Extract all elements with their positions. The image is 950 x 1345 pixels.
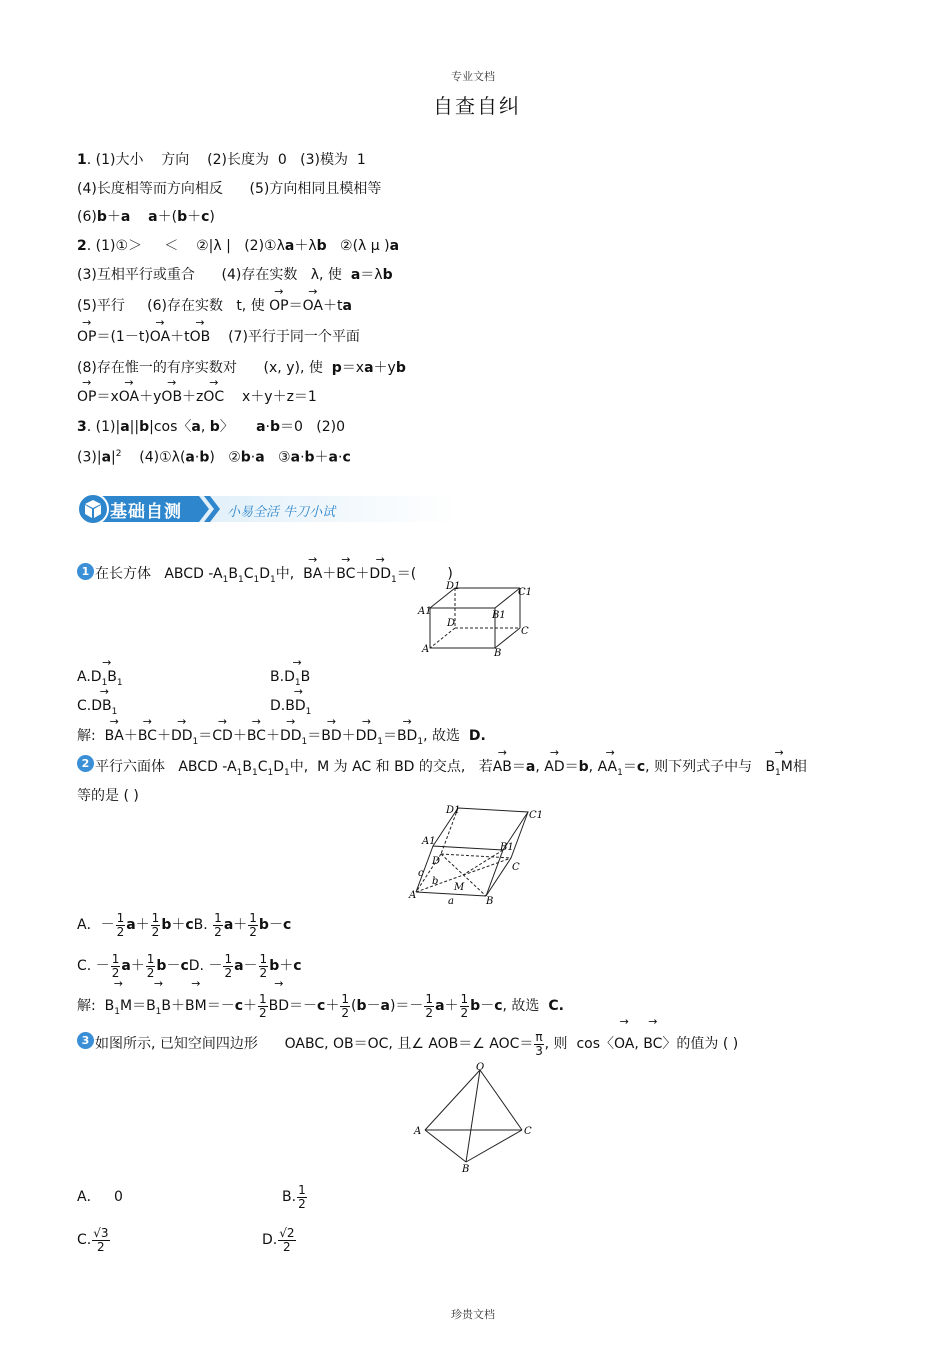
page-header: 专业文档 — [451, 70, 495, 83]
fig-label: c — [418, 868, 424, 879]
banner-slogan: 小易全活 牛刀小试 — [227, 505, 336, 520]
answer-line-4: 2. (1)①＞ ＜ ②|λ | (2)①λa＋λb ②(λ μ )a — [77, 238, 400, 254]
fig-label: O — [476, 1062, 485, 1073]
fig-label: A1 — [422, 836, 436, 847]
answer-line-10: 3. (1)|a||b|cos〈a, b〉 a·b＝0 (2)0 — [77, 419, 346, 435]
fig-label: A — [422, 644, 430, 655]
q2-stem-line2: 等的是 ( ) — [77, 788, 139, 804]
parallelepiped-figure — [408, 800, 548, 906]
cuboid-figure — [415, 580, 535, 660]
fig-label: B — [462, 1164, 470, 1175]
answer-line-1: 1. (1)大小 方向 (2)长度为 0 (3)模为 1 — [77, 152, 366, 168]
fig-label: D1 — [446, 581, 461, 592]
q2-solution: 解: → $B_1M=\to B_1B+\to BM=-c+$ $\frac{1}{2}$ → BD＝－c＋ $\frac{1}{2}$ (b－a)＝－ $\frac{1}{2}$ a＋ $\frac{1}{2}$ b－c, 故选 C. — [77, 989, 564, 1029]
page-title: 自查自纠 — [433, 94, 521, 118]
fig-label: D — [432, 856, 441, 867]
fig-label: B — [486, 896, 494, 906]
fig-label: C — [512, 862, 520, 873]
q1-stem: 在长方体 ABCD $-A_1B_1C_1D_1$中, → $BA+\to BC+\to DD_1=$( ) — [95, 565, 453, 589]
q1-solution: 解: → $BA+\to BC+\to DD_1=\to CD+\to BC+\to DD_1=\to BD+\to DD_1=\to BD_1$, 故选 D. — [77, 727, 486, 751]
q1-option-c[interactable]: $C.\to DB_1$ — [77, 697, 117, 721]
fig-label: a — [448, 896, 454, 906]
fig-label: M — [454, 882, 465, 893]
q3-option-d[interactable]: D. $\frac{√2}{2}$ — [262, 1225, 295, 1254]
answer-line-8: (8)存在惟一的有序实数对 (x, y), 使 p＝xa＋yb — [77, 360, 406, 376]
question-number-badge: 2 — [77, 755, 94, 772]
q3-option-a[interactable]: A． 0 — [77, 1189, 123, 1205]
fig-label: C1 — [529, 810, 544, 821]
cube-icon — [78, 494, 108, 524]
section-banner — [77, 493, 457, 525]
fig-label: A1 — [418, 606, 432, 617]
q2-options-cd[interactable]: C. － $\frac{1}{2}$ a＋ $\frac{1}{2}$ b－cD. － $\frac{1}{2}$ a－ $\frac{1}{2}$ b＋c — [77, 951, 302, 980]
fig-label: A — [414, 1126, 422, 1137]
fig-label: C — [524, 1126, 532, 1137]
fig-label: C1 — [518, 587, 533, 598]
q2-stem-line1: 平行六面体 ABCD $-A_1B_1C_1D_1$中, M 为 AC 和 BD 的交点, 若→ AB＝a, → AD＝b, → $AA_1=c$, 则下列式子中与 → $B_1M$相 — [95, 758, 807, 782]
fig-label: B1 — [500, 842, 514, 853]
q1-option-d[interactable]: $D.\to BD_1$ — [270, 697, 311, 721]
answer-line-5: (3)互相平行或重合 (4)存在实数 λ, 使 a＝λb — [77, 267, 393, 283]
q1-option-b[interactable]: $B.\to D_1B$ — [270, 668, 310, 692]
page-footer: 珍贵文档 — [451, 1308, 495, 1321]
tetrahedron-figure — [410, 1060, 540, 1175]
answer-line-11: $(3)|a|^2$ (4)①λ(a·b) ②b·a ③a·b＋a·c — [77, 449, 351, 466]
answer-line-6: (5)平行 (6)存在实数 t, 使 → OP＝→ OA＋ta — [77, 297, 352, 315]
fig-label: B — [494, 648, 502, 659]
answer-line-7: → OP＝(1－t)→ OA＋t→ OB (7)平行于同一个平面 — [77, 328, 360, 346]
fig-label: A — [409, 890, 417, 901]
fig-label: B1 — [492, 610, 506, 621]
fig-label: D1 — [446, 805, 461, 816]
q2-options-ab[interactable]: A．－ $\frac{1}{2}$ a＋ $\frac{1}{2}$ b＋cB. $\frac{1}{2}$ a＋ $\frac{1}{2}$ b－c — [77, 910, 292, 939]
question-number-badge: 3 — [77, 1032, 94, 1049]
q3-stem: 如图所示, 已知空间四边形 OABC, OB＝OC, 且∠ AOB＝∠ AOC＝ $\frac{\pi}{3}$ , 则 cos〈→ OA, → BC〉的值为 ( ) — [95, 1027, 738, 1061]
answer-line-3: (6)b＋a a＋(b＋c) — [77, 209, 215, 225]
answer-line-2: (4)长度相等而方向相反 (5)方向相同且模相等 — [77, 181, 382, 197]
question-number-badge: 1 — [77, 563, 94, 580]
fig-label: b — [432, 876, 439, 887]
fig-label: C — [521, 626, 529, 637]
fig-label: D — [447, 618, 456, 629]
banner-label: 基础自测 — [110, 502, 182, 522]
answer-line-9: → OP＝x→ OA＋y→ OB＋z→ OC x＋y＋z＝1 — [77, 388, 317, 406]
q3-option-b[interactable]: B. $\frac{1}{2}$ — [282, 1182, 306, 1211]
q3-option-c[interactable]: C. $\frac{√3}{2}$ — [77, 1225, 109, 1254]
q1-option-a[interactable]: $A.\to D_1B_1$ — [77, 668, 123, 692]
